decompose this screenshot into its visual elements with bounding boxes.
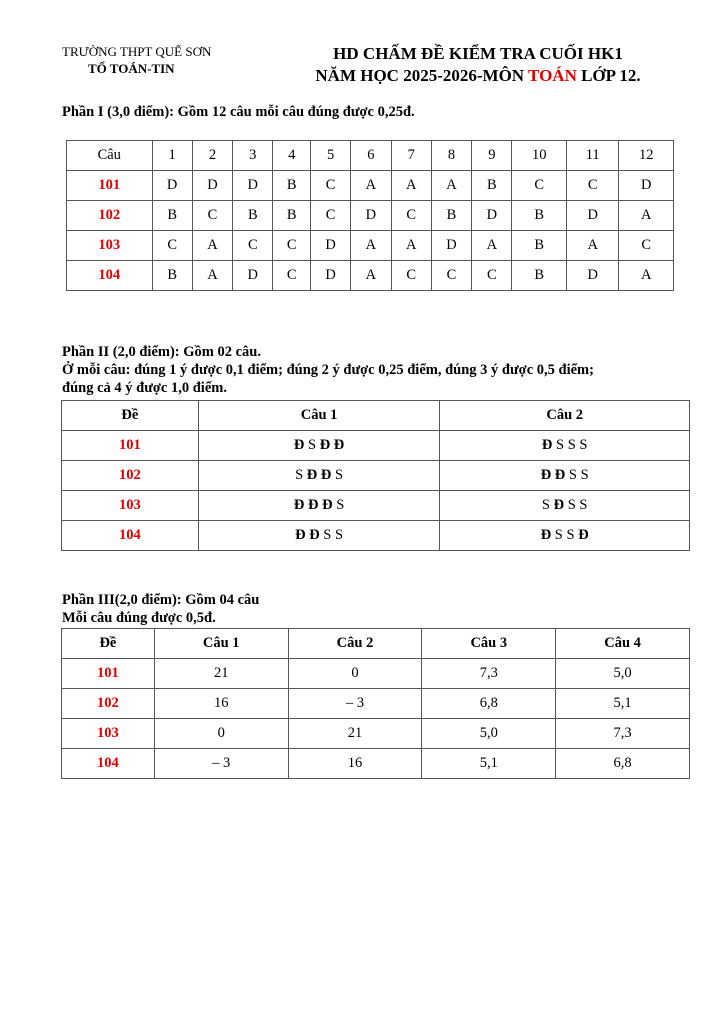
question-label-cell: Câu — [67, 141, 153, 171]
answer-cell: B — [512, 201, 566, 231]
header-cell: Câu 3 — [422, 629, 556, 659]
header-cell: Câu 1 — [198, 401, 440, 431]
question-number-cell: 1 — [152, 141, 192, 171]
answer-cell: S Đ S S — [440, 491, 690, 521]
answer-cell: 6,8 — [422, 689, 556, 719]
answer-cell: B — [152, 261, 192, 291]
exam-code-cell: 101 — [67, 171, 153, 201]
answer-cell: A — [351, 231, 391, 261]
answer-cell: D — [233, 261, 273, 291]
answer-cell: C — [391, 261, 431, 291]
exam-code-cell: 102 — [67, 201, 153, 231]
answer-cell: D — [233, 171, 273, 201]
answer-cell: C — [273, 231, 310, 261]
table-header-row — [62, 629, 690, 659]
part1-answer-table — [66, 140, 674, 291]
answer-cell: D — [351, 201, 391, 231]
answer-cell: 5,1 — [556, 689, 690, 719]
exam-code-cell: 101 — [62, 659, 155, 689]
answer-cell: C — [566, 171, 619, 201]
question-number-cell: 12 — [619, 141, 674, 171]
question-number-cell: 8 — [431, 141, 471, 171]
subject-name: TOÁN — [528, 66, 577, 85]
answer-cell: 7,3 — [556, 719, 690, 749]
answer-cell: 6,8 — [556, 749, 690, 779]
answer-cell: D — [619, 171, 674, 201]
table-row — [62, 431, 690, 461]
answer-cell: A — [431, 171, 471, 201]
answer-cell: S Đ Đ S — [198, 461, 440, 491]
answer-cell: C — [152, 231, 192, 261]
answer-cell: C — [512, 171, 566, 201]
answer-cell: 7,3 — [422, 659, 556, 689]
table-row — [67, 171, 674, 201]
answer-cell: A — [192, 231, 232, 261]
answer-cell: C — [310, 201, 350, 231]
answer-cell: B — [472, 171, 512, 201]
exam-code-cell: 104 — [67, 261, 153, 291]
answer-cell: C — [233, 231, 273, 261]
question-number-cell: 4 — [273, 141, 310, 171]
table-row — [62, 521, 690, 551]
question-number-cell: 6 — [351, 141, 391, 171]
answer-cell: 5,0 — [422, 719, 556, 749]
answer-cell: 5,0 — [556, 659, 690, 689]
answer-cell: C — [192, 201, 232, 231]
question-number-cell: 3 — [233, 141, 273, 171]
subtitle-prefix: NĂM HỌC 2025-2026-MÔN — [315, 66, 529, 85]
answer-cell: 0 — [288, 659, 422, 689]
table-row — [62, 491, 690, 521]
table-row — [62, 749, 690, 779]
table-row — [67, 261, 674, 291]
part3-rule: Mỗi câu đúng được 0,5đ. — [62, 610, 216, 626]
table-header-row — [62, 401, 690, 431]
answer-cell: A — [619, 261, 674, 291]
exam-code-cell: 103 — [62, 719, 155, 749]
exam-code-cell: 103 — [67, 231, 153, 261]
answer-cell: A — [566, 231, 619, 261]
answer-cell: – 3 — [154, 749, 288, 779]
part2-heading: Phần II (2,0 điểm): Gồm 02 câu. — [62, 344, 261, 360]
table-row — [62, 689, 690, 719]
answer-cell: 16 — [154, 689, 288, 719]
answer-cell: Đ Đ Đ S — [198, 491, 440, 521]
answer-cell: 21 — [154, 659, 288, 689]
answer-cell: A — [391, 231, 431, 261]
table-row — [62, 719, 690, 749]
answer-cell: C — [310, 171, 350, 201]
header-cell: Câu 2 — [440, 401, 690, 431]
answer-cell: Đ Đ S S — [440, 461, 690, 491]
answer-cell: Đ Đ S S — [198, 521, 440, 551]
answer-cell: Đ S S Đ — [440, 521, 690, 551]
table-row — [67, 201, 674, 231]
answer-cell: 16 — [288, 749, 422, 779]
answer-cell: B — [152, 201, 192, 231]
header-cell: Câu 4 — [556, 629, 690, 659]
question-number-cell: 11 — [566, 141, 619, 171]
question-number-cell: 9 — [472, 141, 512, 171]
answer-cell: B — [431, 201, 471, 231]
exam-code-cell: 104 — [62, 521, 199, 551]
question-number-cell: 5 — [310, 141, 350, 171]
exam-code-cell: 102 — [62, 689, 155, 719]
document-subtitle — [288, 66, 668, 86]
answer-cell: D — [152, 171, 192, 201]
question-number-cell: 2 — [192, 141, 232, 171]
answer-cell: B — [512, 261, 566, 291]
part2-rule-2: đúng cả 4 ý được 1,0 điểm. — [62, 380, 227, 396]
answer-cell: B — [273, 171, 310, 201]
answer-cell: D — [192, 171, 232, 201]
answer-cell: Đ S S S — [440, 431, 690, 461]
answer-cell: – 3 — [288, 689, 422, 719]
answer-cell: C — [391, 201, 431, 231]
answer-cell: A — [192, 261, 232, 291]
exam-code-cell: 102 — [62, 461, 199, 491]
question-number-cell: 7 — [391, 141, 431, 171]
answer-cell: A — [351, 261, 391, 291]
answer-cell: 5,1 — [422, 749, 556, 779]
subtitle-suffix: LỚP 12. — [576, 66, 641, 85]
answer-cell: C — [472, 261, 512, 291]
answer-cell: B — [512, 231, 566, 261]
department-name: TỔ TOÁN-TIN — [88, 61, 175, 76]
answer-cell: D — [431, 231, 471, 261]
part2-rule: Ở mỗi câu: đúng 1 ý được 0,1 điểm; đúng 2 ý được 0,25 điểm, đúng 3 ý được 0,5 điểm; — [62, 362, 594, 378]
answer-cell: C — [619, 231, 674, 261]
header-cell: Đề — [62, 401, 199, 431]
answer-cell: C — [273, 261, 310, 291]
table-header-row — [67, 141, 674, 171]
answer-cell: A — [351, 171, 391, 201]
answer-cell: D — [566, 201, 619, 231]
school-name: TRƯỜNG THPT QUẾ SƠN — [62, 44, 212, 59]
part3-heading: Phần III(2,0 điểm): Gồm 04 câu — [62, 592, 260, 608]
answer-cell: C — [431, 261, 471, 291]
table-row — [62, 461, 690, 491]
exam-code-cell: 101 — [62, 431, 199, 461]
answer-cell: D — [310, 261, 350, 291]
part1-heading: Phần I (3,0 điểm): Gồm 12 câu mỗi câu đúng được 0,25đ. — [62, 104, 415, 120]
question-number-cell: 10 — [512, 141, 566, 171]
exam-code-cell: 103 — [62, 491, 199, 521]
header-cell: Câu 1 — [154, 629, 288, 659]
answer-cell: B — [233, 201, 273, 231]
answer-cell: A — [472, 231, 512, 261]
table-row — [67, 231, 674, 261]
exam-code-cell: 104 — [62, 749, 155, 779]
answer-cell: 0 — [154, 719, 288, 749]
header-cell: Câu 2 — [288, 629, 422, 659]
answer-cell: D — [310, 231, 350, 261]
answer-cell: 21 — [288, 719, 422, 749]
answer-cell: D — [472, 201, 512, 231]
answer-cell: A — [391, 171, 431, 201]
answer-cell: D — [566, 261, 619, 291]
part2-answer-table — [61, 400, 690, 551]
part3-answer-table — [61, 628, 690, 779]
answer-cell: A — [619, 201, 674, 231]
answer-cell: Đ S Đ Đ — [198, 431, 440, 461]
header-cell: Đề — [62, 629, 155, 659]
answer-cell: B — [273, 201, 310, 231]
document-title: HD CHẤM ĐỀ KIỂM TRA CUỐI HK1 — [333, 44, 623, 63]
table-row — [62, 659, 690, 689]
